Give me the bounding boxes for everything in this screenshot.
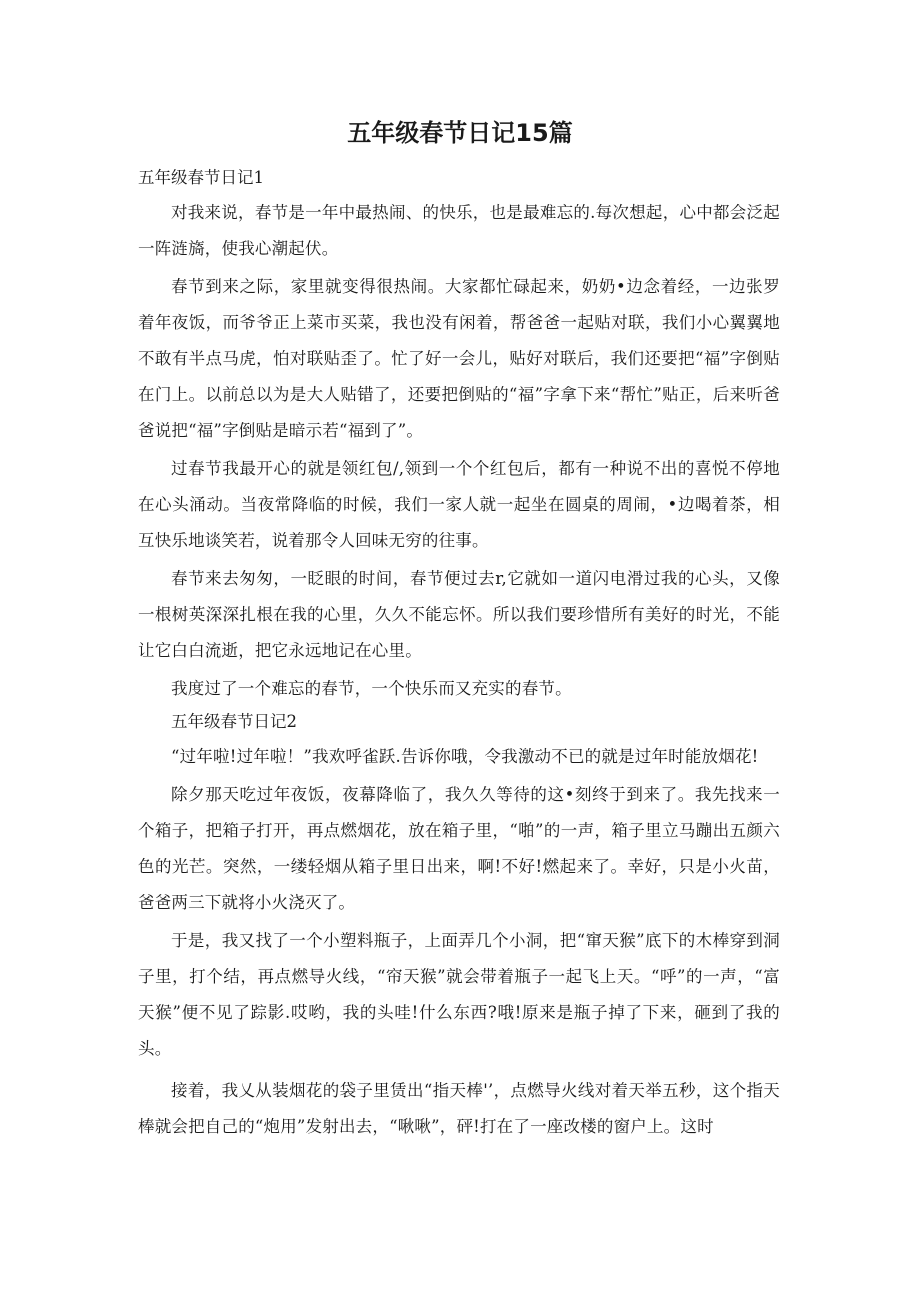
paragraph: 接着，我乂从装烟花的袋子里赁出“指天棒'’，点燃导火线对着天举五秒，这个指天棒就会把自己的“炮用”发射出去，“啾啾”，砰!打在了一座改楼的窗户上。这时 — [138, 1081, 780, 1136]
paragraph: 于是，我又找了一个小塑料瓶子，上面弄几个小洞，把“窜天猴”底下的木棒穿到洞子里，打个结，再点燃导火线，“帘天猴”就会带着瓶子一起飞上天。“呼”的一声，“富天猴”便不见了踪影.哎哟，我的头哇!什么东西?哦!原来是瓶子掉了下来，砸到了我的头。 — [138, 931, 780, 1058]
paragraph: 春节来去匆匆，一眨眼的时间，春节便过去r,它就如一道闪电滑过我的心头，又像一根树英深深扎根在我的心里，久久不能忘怀。所以我们要珍惜所有美好的时光，不能让它白白流逝，把它永远地记在心里。 — [138, 569, 780, 660]
section-heading: 五年级春节日记1 — [138, 168, 264, 187]
document-body — [138, 163, 780, 1145]
paragraph: 对我来说，春节是一年中最热闹、的快乐，也是最难忘的.每次想起，心中都会泛起一阵涟旖，使我心潮起伏。 — [138, 203, 780, 258]
paragraph: 过春节我最开心的就是领红包/,领到一个个红包后，都有一种说不出的喜悦不停地在心头涌动。当夜常降临的时候，我们一家人就一起坐在圆桌的周闹，•边喝着茶，相互快乐地谈笑若，说着那令人回味无穷的往事。 — [138, 459, 780, 550]
paragraph: 春节到来之际，家里就变得很热闹。大家都忙碌起来，奶奶•边念着经，一边张罗着年夜饭，而爷爷正上菜市买菜，我也没有闲着，帮爸爸一起贴对联，我们小心翼翼地不敢有半点马虎，怕对联贴歪了。忙了好一会儿，贴好对联后，我们还要把“福”字倒贴在门上。以前总以为是大人贴错了，还要把倒贴的“福”字拿下来“帮忙”贴正，后来听爸爸说把“福”字倒贴是暗示若“福到了”。 — [138, 277, 780, 440]
section-heading: 五年级春节日记2 — [171, 712, 297, 731]
paragraph: 我度过了一个难忘的春节，一个快乐而又充实的春节。 — [171, 679, 572, 698]
document-title: 五年级春节日记15篇 — [347, 119, 573, 147]
paragraph: 除夕那天吃过年夜饭，夜幕降临了，我久久等待的这•刻终于到来了。我先找来一个箱子，把箱子打开，再点燃烟花，放在箱子里，“啪”的一声，箱子里立马蹦出五颜六色的光芒。突然，一缕轻烟从箱子里日出来，啊!不好!燃起来了。幸好，只是小火苗，爸爸两三下就将小火浇灭了。 — [138, 785, 780, 912]
paragraph: “过年啦!过年啦！”我欢呼雀跃.告诉你哦，令我激动不已的就是过年时能放烟花! — [171, 747, 759, 766]
